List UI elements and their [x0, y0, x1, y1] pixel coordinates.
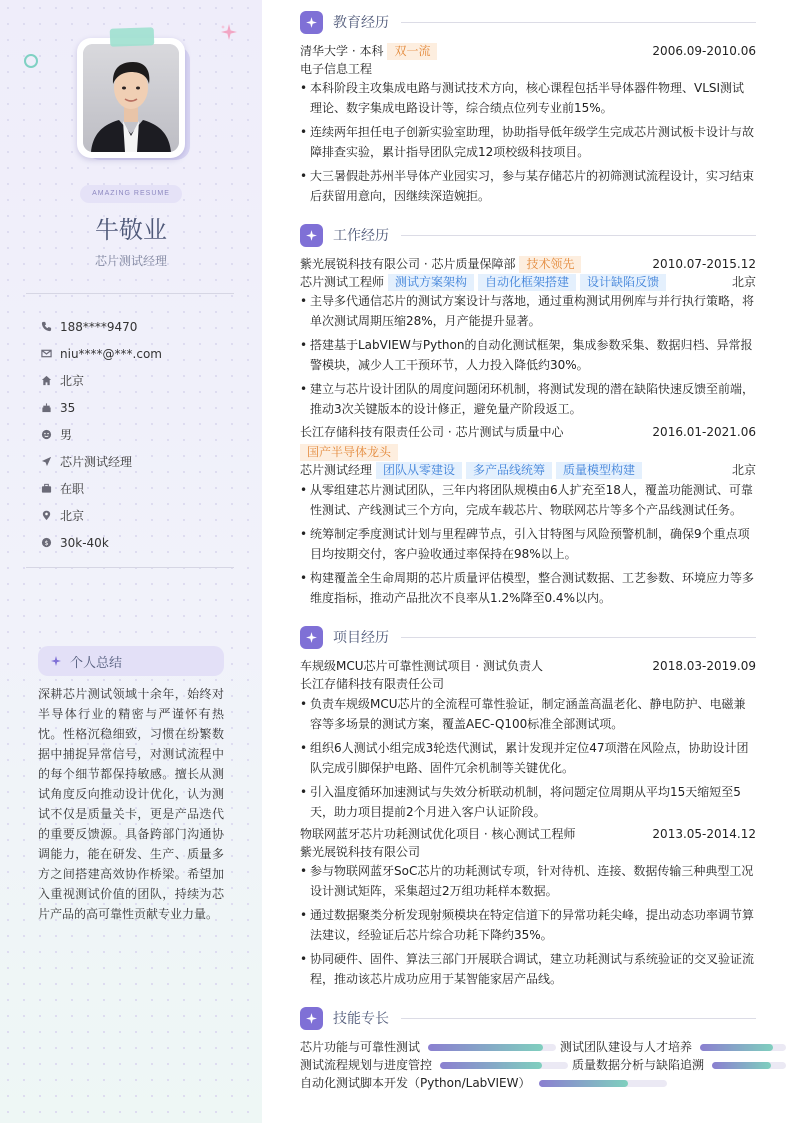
section-line — [401, 637, 756, 638]
bullet-text: 引入温度循环加速测试与失效分析联动机制，将问题定位周期从平均15天缩短至5天，助力项目提前2个月进入客户认证阶段。 — [310, 785, 741, 819]
sparkle-icon — [305, 1012, 318, 1025]
section-education — [300, 10, 756, 34]
school-tag: 双一流 — [387, 43, 437, 60]
project-name: 物联网蓝牙芯片功耗测试优化项目 · 核心测试工程师 — [300, 827, 576, 841]
sparkle-icon — [50, 655, 62, 667]
photo-tape — [110, 27, 155, 47]
info-status — [40, 475, 162, 502]
skill-bar — [440, 1062, 568, 1069]
work-bullet: • 构建覆盖全生命周期的芯片质量评估模型，整合测试数据、工艺参数、环境应力等多维度指标，推动产品批次不良率从1.2%降至0.4%以内。 — [300, 568, 756, 608]
work-role — [300, 461, 756, 479]
skill-name: 自动化测试脚本开发（Python/LabVIEW） — [300, 1076, 531, 1090]
info-text: 在职 — [60, 482, 85, 496]
section-line — [401, 22, 756, 23]
briefcase-icon — [40, 483, 52, 495]
resume-tag: AMAZING RESUME — [80, 185, 182, 203]
company-name: 紫光展锐科技有限公司 · 芯片质量保障部 — [300, 257, 516, 271]
section-work — [300, 223, 756, 247]
info-text: 北京 — [60, 509, 85, 523]
work-tag-row — [300, 443, 756, 461]
project-date: 2013.05-2014.12 — [652, 827, 756, 841]
sparkle-icon — [305, 16, 318, 29]
info-text: 188****9470 — [60, 319, 138, 334]
role-name: 芯片测试经理 — [300, 463, 373, 477]
gender-icon — [40, 429, 52, 441]
skill-item — [300, 1038, 556, 1056]
work-bullet: • 搭建基于LabVIEW与Python的自动化测试框架，集成参数采集、数据归档、异常报警模块，减少人工干预环节，人力投入降低约30%。 — [300, 335, 756, 375]
project-date: 2018.03-2019.09 — [652, 659, 756, 673]
mail-icon — [40, 348, 52, 360]
bullet-text: 搭建基于LabVIEW与Python的自动化测试框架，集成参数采集、数据归档、异常报警模块，减少人工干预环节，人力投入降低约30%。 — [310, 338, 753, 372]
project-company: 紫光展锐科技有限公司 — [300, 845, 421, 859]
education-bullet: • 本科阶段主攻集成电路与测试技术方向，核心课程包括半导体器件物理、VLSI测试理论、数字集成电路设计等，综合绩点位列专业前15%。 — [300, 78, 756, 118]
skill-chip: 自动化框架搭建 — [478, 274, 576, 291]
skill-bar — [700, 1044, 786, 1051]
skill-bar — [428, 1044, 556, 1051]
section-badge — [300, 626, 323, 649]
info-list — [40, 313, 162, 556]
info-text: 30k-40k — [60, 535, 109, 550]
info-target-city — [40, 502, 162, 529]
info-city — [40, 367, 162, 394]
summary-text: 深耕芯片测试领域十余年，始终对半导体行业的精密与严谨怀有热忱。性格沉稳细致，习惯在纷繁数据中捕捉异常信号，对测试流程中的每个细节都保持敏感。擅长从测试角度反向推动设计优化，认为测试不仅是质量关卡，更是产品迭代的重要反馈源。具备跨部门沟通协调能力，能在研发、生产、质量多方之间搭建高效协作桥梁。希望加入重视测试价值的团队，持续为芯片产品的高可靠性贡献专业力量。 — [38, 687, 224, 921]
bullet-text: 从零组建芯片测试团队，三年内将团队规模由6人扩充至18人，覆盖功能测试、可靠性测试、产线测试三个方向，完成车载芯片、物联网芯片等多个产品线测试任务。 — [310, 483, 753, 517]
info-gender — [40, 421, 162, 448]
bullet-text: 通过数据聚类分析发现射频模块在特定信道下的异常功耗尖峰，提出动态功率调节算法建议，经验证后芯片综合功耗下降约35%。 — [310, 908, 755, 942]
bullet-text: 主导多代通信芯片的测试方案设计与落地，通过重构测试用例库与并行执行策略，将单次测试周期压缩28%，月产能提升显著。 — [310, 294, 755, 328]
cake-icon — [40, 402, 52, 414]
skill-chip: 测试方案架构 — [388, 274, 474, 291]
summary-title: 个人总结 — [70, 655, 123, 671]
skill-name: 芯片功能与可靠性测试 — [300, 1040, 421, 1054]
work-header — [300, 255, 756, 273]
skill-item — [300, 1074, 667, 1092]
section-title: 工作经历 — [333, 228, 389, 244]
skill-chip: 多产品线统筹 — [466, 462, 552, 479]
project-header — [300, 657, 756, 675]
work-date: 2010.07-2015.12 — [652, 257, 756, 271]
svg-text:$: $ — [43, 538, 49, 547]
info-salary — [40, 529, 162, 556]
work-location: 北京 — [731, 275, 756, 289]
project-name: 车规级MCU芯片可靠性测试项目 · 测试负责人 — [300, 659, 543, 673]
project-bullet: • 通过数据聚类分析发现射频模块在特定信道下的异常功耗尖峰，提出动态功率调节算法建议，经验证后芯片综合功耗下降约35%。 — [300, 905, 756, 945]
bullet-text: 大三暑假赴苏州半导体产业园实习，参与某存储芯片的初筛测试流程设计，实习结束后获留用意向，因继续深造婉拒。 — [310, 169, 755, 203]
divider — [26, 293, 234, 294]
sidebar — [0, 0, 262, 1123]
skill-chip: 质量模型构建 — [556, 462, 642, 479]
info-text: 35 — [60, 400, 76, 415]
skill-name: 测试流程规划与进度管控 — [300, 1058, 433, 1072]
section-title: 项目经历 — [333, 630, 389, 646]
work-date: 2016.01-2021.06 — [652, 425, 756, 439]
info-text: niu****@***.com — [60, 346, 162, 361]
work-bullet: • 统筹制定季度测试计划与里程碑节点，引入甘特图与风险预警机制，确保9个重点项目均按期交付，客户验收通过率保持在98%以上。 — [300, 524, 756, 564]
sparkle-icon — [305, 631, 318, 644]
bullet-text: 统筹制定季度测试计划与里程碑节点，引入甘特图与风险预警机制，确保9个重点项目均按期交付，客户验收通过率保持在98%以上。 — [310, 527, 750, 561]
info-target-job — [40, 448, 162, 475]
company-tag: 国产半导体龙头 — [300, 444, 398, 461]
skill-item — [572, 1056, 786, 1074]
project-bullet: • 组织6人测试小组完成3轮迭代测试，累计发现并定位47项潜在风险点，协助设计团队完成引脚保护电路、固件冗余机制等关键优化。 — [300, 738, 756, 778]
project-company: 长江存储科技有限责任公司 — [300, 677, 445, 691]
info-email — [40, 340, 162, 367]
skill-bar-fill — [712, 1062, 771, 1069]
phone-icon — [40, 321, 52, 333]
work-bullet: • 主导多代通信芯片的测试方案设计与落地，通过重构测试用例库与并行执行策略，将单次测试周期压缩28%，月产能提升显著。 — [300, 291, 756, 331]
section-skills — [300, 1006, 756, 1030]
bullet-text: 参与物联网蓝牙SoC芯片的功耗测试专项，针对待机、连接、数据传输三种典型工况设计测试矩阵，采集超过2万组功耗样本数据。 — [310, 864, 754, 898]
section-projects — [300, 625, 756, 649]
section-badge — [300, 1007, 323, 1030]
skill-chip: 团队从零建设 — [376, 462, 462, 479]
ring-decoration — [24, 54, 38, 68]
candidate-name: 牛敬业 — [95, 216, 167, 244]
bullet-text: 组织6人测试小组完成3轮迭代测试，累计发现并定位47项潜在风险点，协助设计团队完成引脚保护电路、固件冗余机制等关键优化。 — [310, 741, 749, 775]
salary-icon — [40, 537, 52, 549]
section-line — [401, 1018, 756, 1019]
skill-bar-fill — [428, 1044, 543, 1051]
divider — [26, 567, 234, 568]
role-name: 芯片测试工程师 — [300, 275, 385, 289]
section-badge — [300, 11, 323, 34]
education-bullet: • 大三暑假赴苏州半导体产业园实习，参与某存储芯片的初筛测试流程设计，实习结束后获留用意向，因继续深造婉拒。 — [300, 166, 756, 206]
candidate-title: 芯片测试经理 — [94, 254, 167, 268]
project-bullet: • 协同硬件、固件、算法三部门开展联合调试，建立功耗测试与系统验证的交叉验证流程，推动该芯片成功应用于某智能家居产品线。 — [300, 949, 756, 989]
skill-item — [300, 1056, 568, 1074]
skill-bar-fill — [440, 1062, 542, 1069]
bullet-text: 本科阶段主攻集成电路与测试技术方向，核心课程包括半导体器件物理、VLSI测试理论、数字集成电路设计等，综合绩点位列专业前15%。 — [310, 81, 745, 115]
section-title: 技能专长 — [333, 1011, 389, 1027]
work-role — [300, 273, 756, 291]
education-date: 2006.09-2010.06 — [652, 44, 756, 58]
project-header — [300, 825, 756, 843]
summary-header — [38, 646, 224, 676]
send-icon — [40, 456, 52, 468]
info-text: 男 — [60, 428, 73, 442]
education-major: 电子信息工程 — [300, 62, 373, 76]
bullet-text: 协同硬件、固件、算法三部门开展联合调试，建立功耗测试与系统验证的交叉验证流程，推动该芯片成功应用于某智能家居产品线。 — [310, 952, 755, 986]
education-header — [300, 42, 756, 60]
bullet-text: 连续两年担任电子创新实验室助理，协助指导低年级学生完成芯片测试板卡设计与故障排查实验，累计指导团队完成12项校级科技项目。 — [310, 125, 755, 159]
skill-name: 质量数据分析与缺陷追溯 — [572, 1058, 705, 1072]
school-name: 清华大学 · 本科 — [300, 44, 384, 58]
skill-bar — [712, 1062, 786, 1069]
skill-item — [560, 1038, 786, 1056]
section-badge — [300, 224, 323, 247]
project-bullet: • 参与物联网蓝牙SoC芯片的功耗测试专项，针对待机、连接、数据传输三种典型工况设计测试矩阵，采集超过2万组功耗样本数据。 — [300, 861, 756, 901]
info-text: 芯片测试经理 — [60, 455, 133, 469]
sparkle-icon — [221, 24, 237, 40]
skill-bar — [539, 1080, 667, 1087]
bullet-text: 负责车规级MCU芯片的全流程可靠性验证，制定涵盖高温老化、静电防护、电磁兼容等多场景的测试方案，覆盖AEC-Q100标准全部测试项。 — [310, 697, 746, 731]
skill-name: 测试团队建设与人才培养 — [560, 1040, 693, 1054]
section-line — [401, 235, 756, 236]
education-bullet: • 连续两年担任电子创新实验室助理，协助指导低年级学生完成芯片测试板卡设计与故障排查实验，累计指导团队完成12项校级科技项目。 — [300, 122, 756, 162]
work-header — [300, 423, 756, 441]
bullet-text: 构建覆盖全生命周期的芯片质量评估模型，整合测试数据、工艺参数、环境应力等多维度指标，推动产品批次不良率从1.2%降至0.4%以内。 — [310, 571, 755, 605]
work-bullet: • 从零组建芯片测试团队，三年内将团队规模由6人扩充至18人，覆盖功能测试、可靠性测试、产线测试三个方向，完成车载芯片、物联网芯片等多个产品线测试任务。 — [300, 480, 756, 520]
bullet-text: 建立与芯片设计团队的周度问题闭环机制，将测试发现的潜在缺陷快速反馈至前端，推动3次关键版本的设计修正，避免量产阶段返工。 — [310, 382, 755, 416]
skill-chip: 设计缺陷反馈 — [580, 274, 666, 291]
info-text: 北京 — [60, 374, 85, 388]
info-phone — [40, 313, 162, 340]
sparkle-icon — [305, 229, 318, 242]
work-bullet: • 建立与芯片设计团队的周度问题闭环机制，将测试发现的潜在缺陷快速反馈至前端，推动3次关键版本的设计修正，避免量产阶段返工。 — [300, 379, 756, 419]
project-bullet: • 负责车规级MCU芯片的全流程可靠性验证，制定涵盖高温老化、静电防护、电磁兼容等多场景的测试方案，覆盖AEC-Q100标准全部测试项。 — [300, 694, 756, 734]
work-location: 北京 — [731, 463, 756, 477]
section-title: 教育经历 — [333, 15, 389, 31]
company-tag: 技术领先 — [519, 256, 581, 273]
project-bullet: • 引入温度循环加速测试与失效分析联动机制，将问题定位周期从平均15天缩短至5天，助力项目提前2个月进入客户认证阶段。 — [300, 782, 756, 822]
skill-bar-fill — [539, 1080, 629, 1087]
home-icon — [40, 375, 52, 387]
info-age — [40, 394, 162, 421]
company-name: 长江存储科技有限责任公司 · 芯片测试与质量中心 — [300, 425, 564, 439]
location-pin-icon — [40, 510, 52, 522]
skill-bar-fill — [700, 1044, 773, 1051]
avatar — [83, 44, 179, 152]
